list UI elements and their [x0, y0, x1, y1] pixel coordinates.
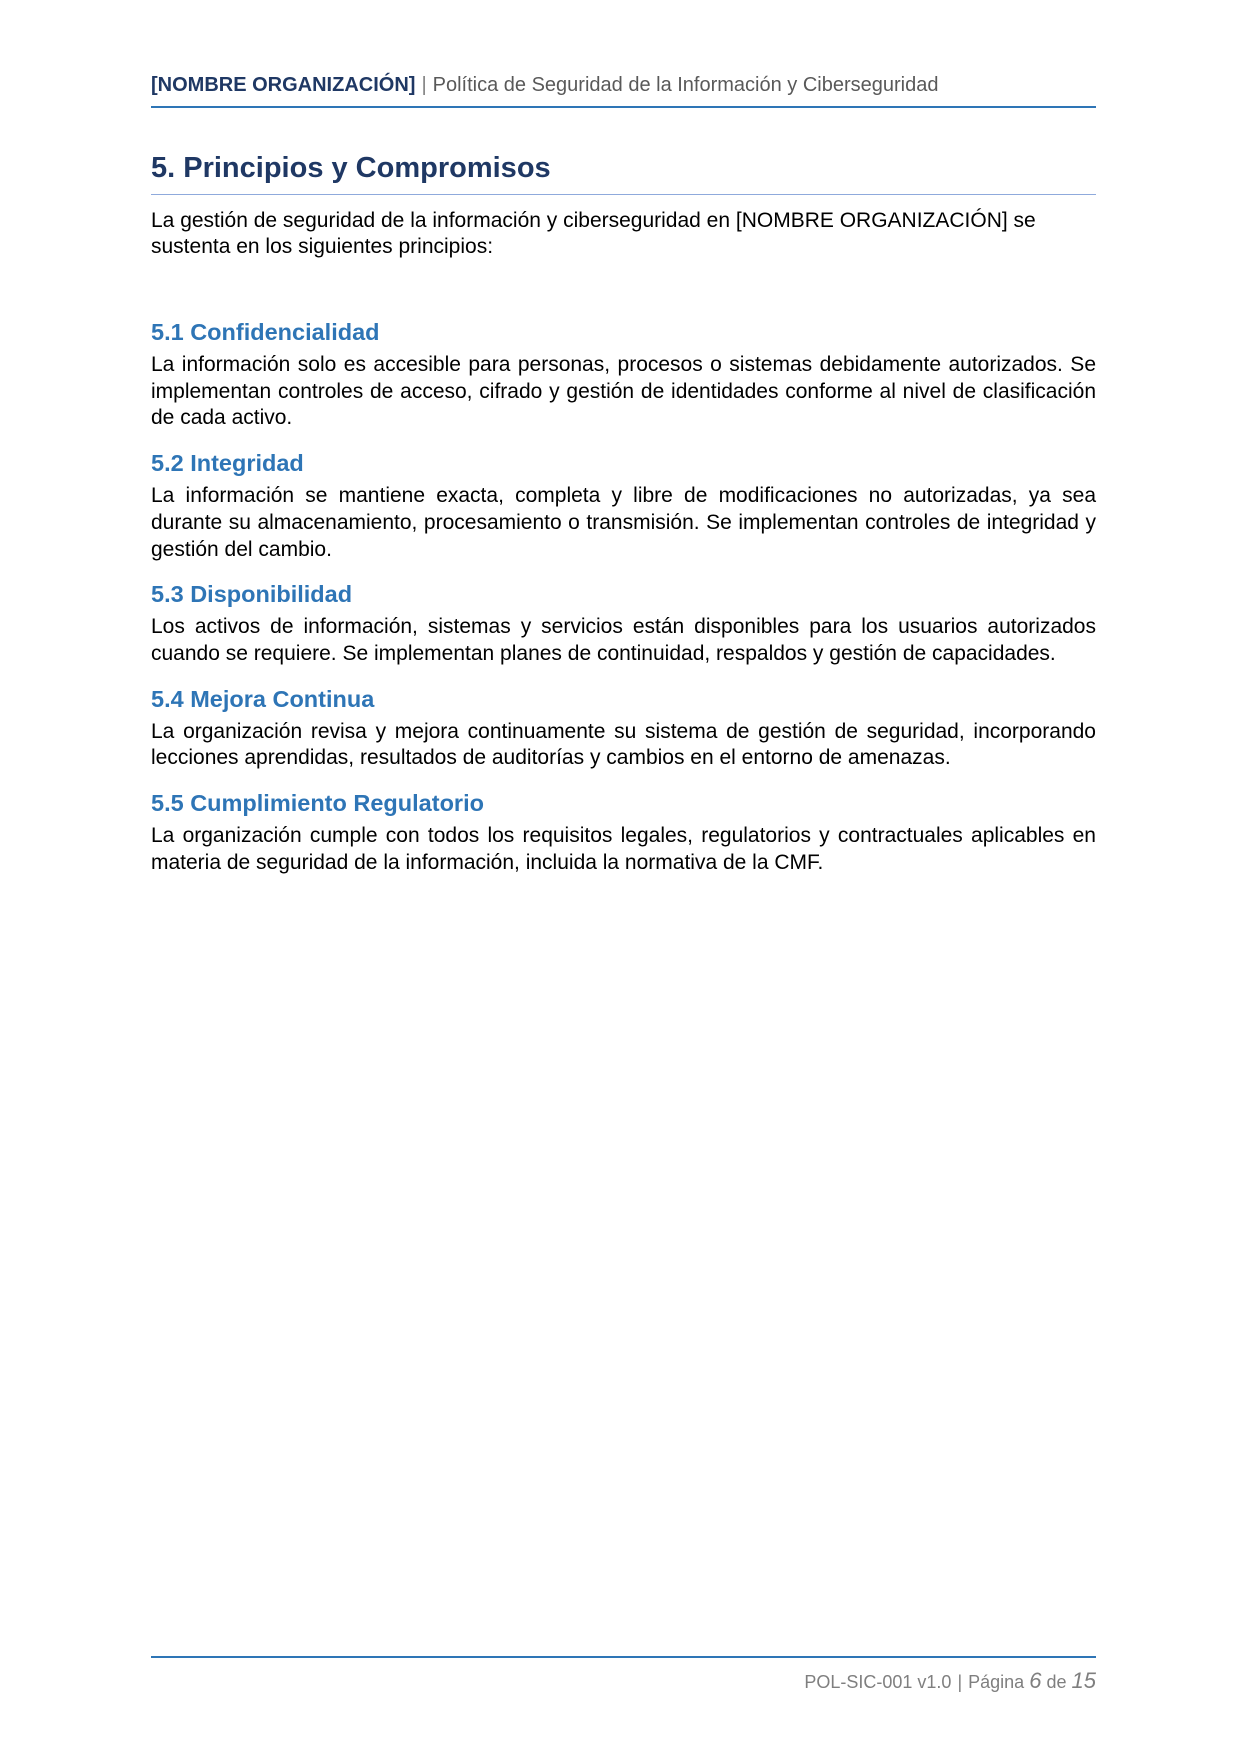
footer-page-label: Página — [968, 1672, 1025, 1692]
subsection-text-integridad: La información se mantiene exacta, completa y libre de modificaciones no autorizadas, ya sea durante su almacenamiento, procesamiento o transmisión. Se implementan controles de integridad y gestión del cambio. — [151, 484, 1096, 561]
footer-doc-code: POL-SIC-001 v1.0 — [804, 1672, 952, 1692]
subsection-text-mejora-continua: La organización revisa y mejora continuamente su sistema de gestión de seguridad, incorporando lecciones aprendidas, resultados de auditorías y cambios en el entorno de amenazas. — [151, 719, 1096, 770]
page-footer — [151, 1656, 1096, 1696]
header-separator: | — [421, 74, 427, 96]
subsection-title-mejora-continua: 5.4 Mejora Continua — [151, 685, 375, 712]
footer-page-total: 15 — [1071, 1668, 1096, 1693]
section-title: 5. Principios y Compromisos — [151, 148, 1096, 195]
subsection-text-confidencialidad: La información solo es accesible para personas, procesos o sistemas debidamente autorizados. Se implementan controles de acceso, cifrado y gestión de identidades conforme al nivel de clasificación de cada activo. — [151, 353, 1096, 430]
subsection-title-disponibilidad: 5.3 Disponibilidad — [151, 581, 353, 608]
header-organization: [NOMBRE ORGANIZACIÓN] — [151, 74, 416, 96]
subsection-title-integridad: 5.2 Integridad — [151, 450, 304, 477]
page-header — [151, 72, 1096, 108]
footer-separator: | — [957, 1672, 963, 1692]
subsection-title-cumplimiento-regulatorio: 5.5 Cumplimiento Regulatorio — [151, 790, 484, 817]
subsection-text-disponibilidad: Los activos de información, sistemas y servicios están disponibles para los usuarios autorizados cuando se requiere. Se implementan planes de continuidad, respaldos y gestión de capacidades. — [151, 615, 1096, 665]
section-intro: La gestión de seguridad de la información y ciberseguridad en [NOMBRE ORGANIZACIÓN] se sustenta en los siguientes principios: — [151, 209, 1036, 258]
footer-page-current: 6 — [1029, 1668, 1042, 1693]
footer-page-of: de — [1046, 1672, 1067, 1692]
subsection-title-confidencialidad: 5.1 Confidencialidad — [151, 319, 380, 345]
page-content — [151, 148, 1096, 876]
subsection-text-cumplimiento-regulatorio: La organización cumple con todos los requisitos legales, regulatorios y contractuales aplicables en materia de seguridad de la información, incluida la normativa de la CMF. — [151, 824, 1096, 874]
header-document-title: Política de Seguridad de la Información y Ciberseguridad — [432, 74, 939, 96]
